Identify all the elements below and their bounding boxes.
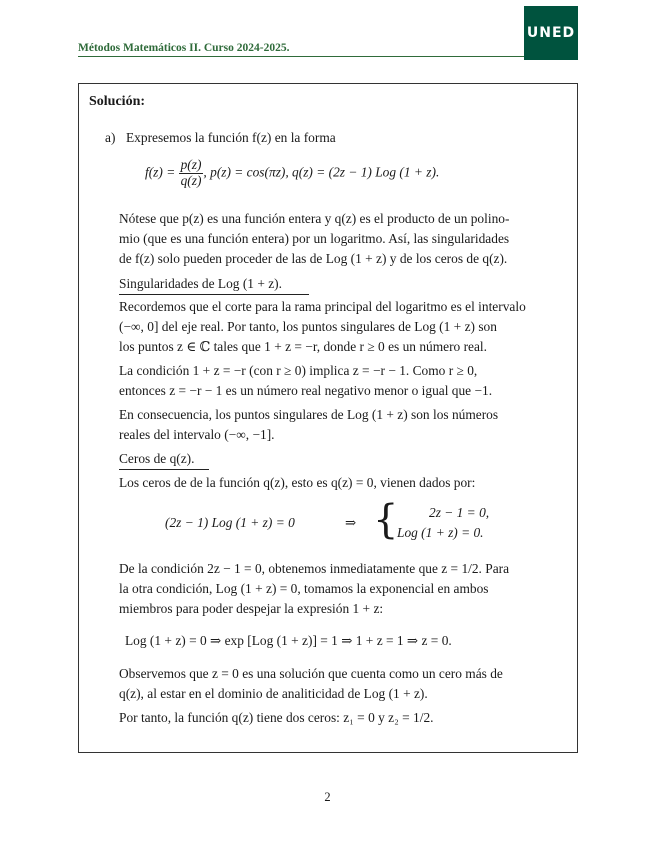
para1-line3: de f(z) solo pueden proceder de las de Log (1 + z) y de los ceros de q(z). (119, 251, 508, 266)
intro-text: Expresemos la función f(z) en la forma (126, 130, 336, 145)
eq2-arrow: ⇒ (345, 515, 357, 530)
page-number: 2 (324, 790, 331, 804)
para2-line1: Recordemos que el corte para la rama principal del logaritmo es el intervalo (119, 299, 526, 314)
para1-line2: mio (que es una función entera) por un logaritmo. Así, las singularidades (119, 231, 510, 246)
para6-line1: De la condición 2z − 1 = 0, obtenemos inmediatamente que z = 1/2. Para (119, 561, 510, 576)
left-brace: { (373, 497, 399, 543)
eq1-lhs: f(z) = (145, 164, 176, 180)
item-label: a) (105, 130, 116, 145)
eq1-denominator: q(z) (180, 172, 202, 188)
para6-line3: miembros para poder despejar la expresión 1 + z: (119, 601, 384, 616)
para3-line2: entonces z = −r − 1 es un número real negativo menor o igual que −1. (119, 383, 493, 398)
para2-line3: los puntos z ∈ ℂ tales que 1 + z = −r, donde r ≥ 0 es un número real. (119, 339, 487, 354)
subheading-zeros: Ceros de q(z). (119, 451, 195, 466)
eq1-fraction (179, 158, 204, 188)
equation-3: Log (1 + z) = 0 ⇒ exp [Log (1 + z)] = 1 ⇒ 1 + z = 1 ⇒ z = 0. (125, 633, 452, 648)
para2-line2: (−∞, 0] del eje real. Por tanto, los puntos singulares de Log (1 + z) son (119, 319, 497, 334)
header-rule (78, 56, 525, 57)
para5: Los ceros de de la función q(z), esto es q(z) = 0, vienen dados por: (119, 475, 476, 490)
equation-1 (145, 158, 439, 188)
subheading-underline (119, 294, 309, 295)
para7-line1: Observemos que z = 0 es una solución que cuenta como un cero más de (119, 666, 503, 681)
header-title: Métodos Matemáticos II. Curso 2024-2025. (78, 42, 290, 54)
eq1-numerator: p(z) (180, 157, 202, 172)
eq2-lhs: (2z − 1) Log (1 + z) = 0 (165, 515, 295, 530)
para3-line1: La condición 1 + z = −r (con r ≥ 0) implica z = −r − 1. Como r ≥ 0, (119, 363, 478, 378)
subheading-underline (119, 469, 209, 470)
para4-line2: reales del intervalo (−∞, −1]. (119, 427, 275, 442)
eq2-row2: Log (1 + z) = 0. (397, 525, 484, 540)
subheading-singularities: Singularidades de Log (1 + z). (119, 276, 282, 291)
uned-logo (524, 6, 578, 60)
para6-line2: la otra condición, Log (1 + z) = 0, tomamos la exponencial en ambos (119, 581, 489, 596)
para4-line1: En consecuencia, los puntos singulares de Log (1 + z) son los números (119, 407, 499, 422)
eq1-rest: , p(z) = cos(πz), q(z) = (2z − 1) Log (1 + z). (203, 164, 440, 180)
solution-heading: Solución: (89, 94, 146, 109)
para8: Por tanto, la función q(z) tiene dos ceros: z₁ = 0 y z₂ = 1/2. (119, 710, 434, 725)
eq2-row1: 2z − 1 = 0, (429, 505, 490, 520)
logo-text: UNED (526, 25, 576, 41)
solution-box (78, 83, 578, 753)
para1-line1: Nótese que p(z) es una función entera y q(z) es el producto de un polino- (119, 211, 510, 226)
para7-line2: q(z), al estar en el dominio de analiticidad de Log (1 + z). (119, 686, 428, 701)
